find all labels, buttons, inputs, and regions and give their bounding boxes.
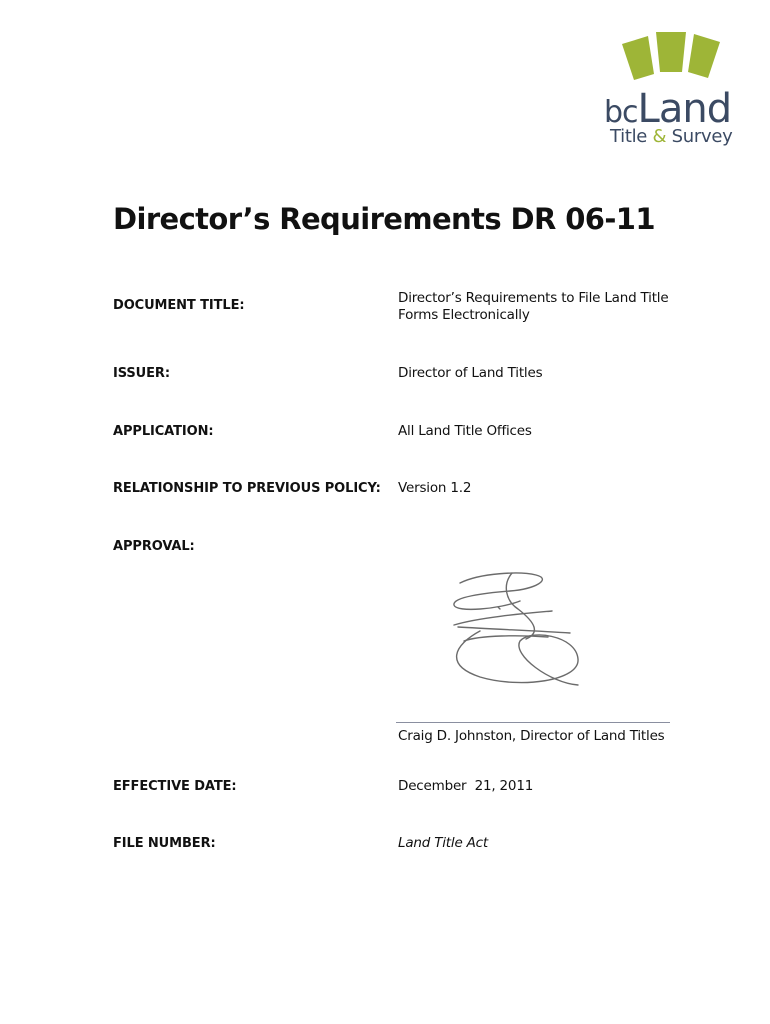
issuer-label: ISSUER:	[113, 366, 170, 381]
issuer-value: Director of Land Titles	[398, 365, 543, 381]
signature-line	[396, 722, 670, 723]
logo-ampersand: &	[652, 126, 667, 147]
relationship-label: RELATIONSHIP TO PREVIOUS POLICY:	[113, 481, 381, 496]
bc-land-title-survey-logo	[600, 28, 740, 158]
application-label: APPLICATION:	[113, 424, 214, 439]
relationship-value: Version 1.2	[398, 480, 472, 496]
logo-survey-text: Survey	[671, 126, 733, 147]
logo-title-survey	[610, 126, 733, 147]
signatory-name: Craig D. Johnston, Director of Land Titles	[398, 728, 665, 744]
logo-land-text: Land	[637, 86, 732, 132]
approval-label: APPROVAL:	[113, 539, 195, 554]
application-value: All Land Title Offices	[398, 423, 532, 439]
document-title-label: DOCUMENT TITLE:	[113, 298, 245, 313]
file-number-value: Land Title Act	[398, 835, 488, 851]
logo-title-text: Title	[610, 126, 648, 147]
document-title-value	[398, 290, 668, 324]
file-number-label: FILE NUMBER:	[113, 836, 216, 851]
logo-arches-icon	[620, 28, 740, 84]
handwritten-signature	[440, 565, 590, 695]
effective-date-value: December 21, 2011	[398, 778, 534, 794]
document-heading: Director’s Requirements DR 06-11	[113, 202, 655, 236]
logo-bc-text: bc	[604, 95, 638, 130]
effective-date-label: EFFECTIVE DATE:	[113, 779, 237, 794]
document-title-value-line1: Director’s Requirements to File Land Title	[398, 290, 669, 306]
document-title-value-line2: Forms Electronically	[398, 307, 530, 323]
